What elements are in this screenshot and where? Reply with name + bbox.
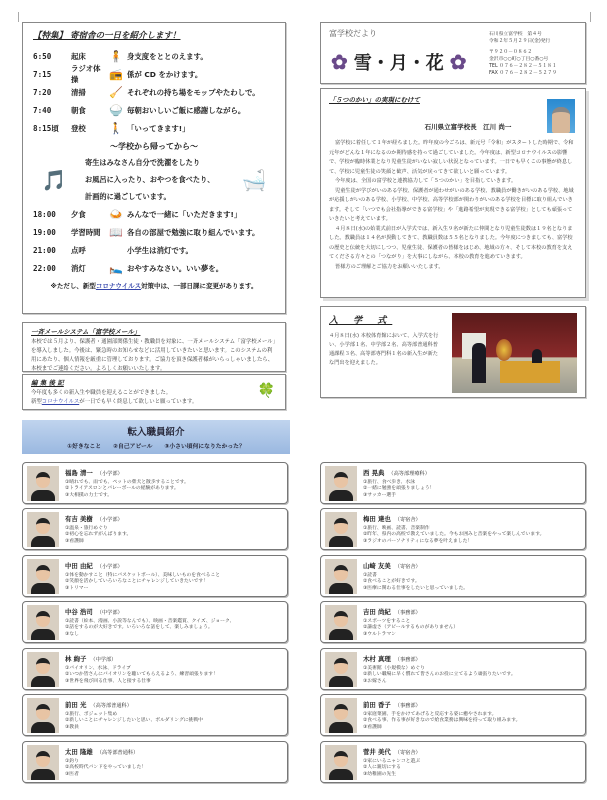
staff-card — [22, 462, 288, 504]
greeting-paragraph: 皆様方のご理解とご協力をお願いいたします。 — [335, 263, 444, 270]
schedule-row — [33, 65, 275, 83]
staff-photo — [325, 698, 357, 733]
newsletter-masthead — [320, 22, 586, 84]
entrance-body: ４月８日(水) 本校体育館において、入学式を行い、小学部１名、中学部２名、高等部普通科普通課程３名、高等部専門科１名の新入生が新たな門出を迎えました。 — [329, 333, 439, 366]
answer-line: ③ウルトラマン — [363, 631, 396, 637]
staff-card — [320, 462, 586, 504]
staff-card — [22, 648, 288, 690]
answer-line: ①温泉・旅行めぐり — [65, 526, 108, 531]
staff-name: 西 晃典 — [363, 469, 385, 477]
schedule-row — [33, 205, 275, 223]
text-line: 寄生はみなさん自分で洗濯をしたり — [85, 158, 201, 167]
staff-photo — [27, 466, 59, 501]
staff-name-line — [65, 747, 138, 756]
staff-intro-header — [22, 420, 290, 454]
event: 消灯 — [71, 263, 86, 273]
staff-name-line — [65, 607, 123, 616]
staff-card — [320, 741, 586, 783]
schedule-row — [33, 83, 275, 101]
staff-dept: （高等部普通科） — [90, 703, 132, 709]
answer-line: ③大相撲の力士です。 — [65, 492, 113, 498]
answer-line: ②食べる事、作る事が好きなので給食業務は興味を持って取り組みます。 — [363, 718, 521, 724]
answer-line: ②笑顔を活かしていろいろなことにチャレンジしていきたいです！ — [65, 579, 209, 585]
staff-answers — [363, 666, 516, 685]
staff-name-line — [363, 747, 421, 756]
staff-name: 福島 清一 — [65, 469, 93, 477]
time: 7:40 — [33, 105, 52, 115]
event: 点呼 — [71, 245, 86, 255]
staff-photo — [325, 512, 357, 547]
staff-name-line — [65, 561, 123, 570]
answer-line: ③世界を飛び回る仕事、人と接する仕事 — [65, 678, 151, 684]
schedule-row — [33, 47, 275, 65]
answer-line: ①釣り — [65, 759, 79, 764]
staff-answers — [363, 480, 434, 499]
staff-name-line — [65, 654, 116, 663]
answer-line: ①バイオリン、水泳、ドライブ — [65, 666, 131, 671]
greeting-paragraph: 児童生徒が学びがいのある学校、保護者が通わせがいのある学校、教職員が働きがいのある学校、地域が応援しがいのある学校、小学校、中学校、高等学校部が関わりがいのある学校を目標に取り組んでいきます。そして「いつでも会社指導ができる富学校」や「進路希望が実現できる富学校」としても頑張っていきたいと考えています。 — [329, 187, 574, 222]
description: 各自の部屋で勉強に取り組んでいます。 — [127, 227, 260, 237]
staff-name: 山崎 友美 — [363, 562, 391, 570]
answer-line: ②新しい職場に早く慣れて皆さんのお役に立てるよう頑張りたいです。 — [363, 672, 516, 678]
staff-name: 中谷 浩司 — [65, 608, 93, 616]
greeting-paragraph: 今年度は、全国の富学校と連携協力して「５つのかい」を目指していきます。 — [335, 178, 517, 184]
staff-card — [22, 601, 288, 643]
answer-line: ③お嫁さん — [363, 678, 387, 684]
editors-note-title: 編 集 後 記 — [31, 379, 64, 387]
description: 毎朝おいしいご飯に感謝しながら。 — [127, 105, 246, 115]
staff-answers — [65, 573, 220, 592]
time: 19:00 — [33, 227, 56, 237]
staff-photo — [27, 512, 59, 547]
principal-photo — [547, 99, 575, 133]
greeting-title: 「５つのかい」の実現にむけて — [329, 96, 420, 104]
newsletter-title: 雪・月・花 — [353, 53, 444, 74]
mop-icon: 🧹 — [109, 85, 123, 99]
answer-line: ①家にいるニャンコと遊ぶ — [363, 759, 421, 764]
answer-line: ③医療に関わる仕事をしたいと思っていました。 — [363, 585, 469, 591]
staff-dept: （中学部） — [90, 657, 117, 663]
staff-name-line — [363, 514, 421, 523]
staff-card — [22, 508, 288, 550]
staff-card — [320, 648, 586, 690]
staff-dept: （小学部） — [96, 564, 123, 570]
entrance-title: 入 学 式 — [329, 316, 393, 326]
staff-name-line — [363, 607, 421, 616]
staff-photo — [27, 652, 59, 687]
greeting-paragraph: 富学校に着任して１年が経ちました。昨年度の今ごろは、新元号「令和」がスタートした時期で、令和元年がどんな１年になるのか期待感を持って過ごしていました。今年度は、新型コロナウイルスの影響で、学校が臨時休業となり児童生徒がいない寂しい状況となっています。一日でも早くこの事態が終息して、学校に児童生徒の笑顔と歓声、活気が戻ってきて欲しいと願っています。 — [329, 140, 574, 175]
staff-answers — [363, 573, 468, 592]
schedule-row — [33, 223, 275, 241]
schedule-title: 【特集】 寄宿舎の一日を紹介します！ — [33, 31, 181, 41]
address-block: 〒９２０－０８６２ 金沢市○○町○丁目○番○号 TEL ０７６－２８２－５１８１ FAX ０７６－２８２－５２７９ — [489, 50, 557, 76]
event: 夕食 — [71, 209, 86, 219]
clover-icon: 🍀 — [257, 383, 275, 399]
answer-line: ③幼稚園の先生 — [363, 771, 397, 777]
staff-dept: （事務部） — [394, 703, 421, 709]
time: 6:50 — [33, 51, 52, 61]
answer-line: ③教員 — [65, 724, 79, 730]
answer-line: ①読書 — [363, 573, 377, 578]
staff-card — [320, 601, 586, 643]
staff-answers — [65, 480, 189, 499]
staff-name: 林 絢子 — [65, 655, 87, 663]
answer-line: ②いつか皆さんにバイオリンを聴いてもらえるよう、練習頑張ります！ — [65, 672, 218, 678]
staff-dept: （寄宿舎） — [394, 517, 421, 523]
event: 清掃 — [71, 87, 86, 97]
editors-note-line: 新型コロナウイルスが一日でも早く終息して欲しいと願っています。 — [31, 399, 198, 405]
staff-dept: （寄宿舎） — [394, 564, 421, 570]
staff-intro-title: 転入職員紹介 — [127, 427, 185, 438]
staff-name: 木村 真理 — [363, 655, 391, 663]
editors-note-line: 今年度も多くの新入生や職員を迎えることができました。 — [31, 390, 172, 396]
after-school-section — [33, 154, 275, 205]
answer-line: ①家庭菜園、手をかけてあげると反応する姿に癒やされます。 — [363, 712, 497, 717]
staff-dept: （中学部） — [96, 610, 123, 616]
staff-name-line — [65, 468, 123, 477]
staff-name-line — [363, 561, 421, 570]
staff-dept: （小学部） — [96, 517, 123, 523]
answer-line: ③トリマー — [65, 585, 89, 591]
staff-name-line — [363, 468, 430, 477]
staff-photo — [325, 652, 357, 687]
staff-card — [320, 694, 586, 736]
issue-date: 令和２年５月２９日(金)発行 — [489, 39, 551, 44]
answer-line: ③医者 — [65, 771, 79, 777]
staff-photo — [325, 745, 357, 780]
description: みんなで一緒に「いただきます!」 — [127, 209, 242, 219]
answer-line: ②初心を忘れずがんばります。 — [65, 532, 132, 538]
text-line: お風呂に入ったり、おやつを食べたり、 — [85, 175, 215, 184]
answer-line: ①旅行、ポジェット集め — [65, 712, 118, 717]
staff-answers — [363, 526, 544, 545]
description: 小学生は消灯です。 — [127, 245, 193, 255]
mail-title: 一斉メールシステム「富学校メール」 — [31, 328, 141, 336]
description: 身支度をととのえます。 — [127, 51, 208, 61]
answer-line: ②謙虚さ（アピールするものがありません） — [363, 625, 459, 631]
staff-name: 有吉 美樹 — [65, 515, 93, 523]
schedule-row — [33, 259, 275, 277]
after-school-text — [75, 154, 233, 205]
staff-name: 太田 隆雄 — [65, 748, 93, 756]
student-walking-icon: 🚶 — [109, 121, 123, 135]
answer-line: ①晴れでも、雨でも、ペットの柴犬と散歩することです。 — [65, 480, 189, 485]
staff-answers — [363, 619, 458, 638]
staff-name: 前田 光 — [65, 701, 87, 709]
schedule-note: ※ただし、新型コロナウイルス対策中は、一部日課に変更があります。 — [50, 282, 258, 290]
school-issue: 石川県立富学校 第４号 — [489, 32, 542, 37]
staff-name: 吉田 尚紀 — [363, 608, 391, 616]
answer-line: ②新しいことにチャレンジしたいと思い、ボルダリングに挑戦中 — [65, 718, 203, 724]
text-line: 計画的に過ごしています。 — [85, 192, 171, 201]
staff-dept: （小学部） — [96, 471, 123, 477]
answer-line: ①旅行、食べ歩き、水泳 — [363, 480, 416, 485]
staff-card — [22, 694, 288, 736]
answer-line: ①体を動かすこと（特にバスケットボール）、美味しいものを食べること — [65, 573, 221, 578]
rice-bowl-icon: 🍚 — [109, 103, 123, 117]
staff-name: 菅井 美代 — [363, 748, 391, 756]
staff-answers — [363, 712, 520, 731]
after-school-title: ～学校から帰ってから～ — [110, 142, 198, 151]
staff-name-line — [65, 700, 132, 709]
entrance-ceremony-box — [320, 306, 586, 398]
staff-photo — [27, 698, 59, 733]
principal-greeting-box — [320, 88, 586, 298]
event: 起床 — [71, 51, 86, 61]
event: 登校 — [71, 123, 86, 133]
staff-answers — [65, 712, 203, 731]
description: おやすみなさい。いい夢を。 — [127, 263, 224, 273]
description: それぞれの持ち場をモップやたわしで。 — [127, 87, 260, 97]
dormitory-schedule-box — [22, 22, 286, 314]
answer-line: ③看護師 — [65, 538, 84, 544]
crop-mark — [590, 12, 600, 22]
answer-line: ②人に親切にする — [363, 765, 401, 771]
mail-body: 本校では５月より、保護者・通園部関係生徒・教職員を対象に、一斉メールシステム「富学校メール」を導入しました。今後は、緊急時のお知らせなどに活用していきたいと思います。このシステムの利用にあたり、個人情報を厳重に管理しております。ご協力を頂き保護者様がいらっしゃいましたら、本校までご連絡ください。よろしくお願いいたします。 — [31, 339, 276, 372]
answer-line: ①読書（絵本、漫画、小説等なんでも）、映画・音楽鑑賞、クイズ、ジョーク、 — [65, 619, 235, 624]
staff-answers — [65, 526, 131, 545]
staff-card — [320, 555, 586, 597]
answer-line: ②高校時代バンドをやっていました！ — [65, 765, 147, 771]
staff-photo — [325, 559, 357, 594]
sleeping-icon: 🛌 — [109, 261, 123, 275]
answer-line: ③看護師 — [363, 724, 382, 730]
schedule-row — [33, 101, 275, 119]
answer-line: ③サッカー選手 — [363, 492, 396, 498]
time: 8:15頃 — [33, 123, 59, 133]
morning-schedule — [33, 47, 275, 137]
answer-line: ②昨年、県内の高校で教えていました。今もお囲みと音楽をやって楽しんでいます。 — [363, 532, 545, 538]
staff-questions: ①好きなこと ②自己アピール ③小さい頃何になりたかった？ — [67, 444, 245, 450]
newsletter-title-row — [331, 49, 467, 75]
answer-line: ①スポーツをすること — [363, 619, 411, 624]
schedule-row — [33, 241, 275, 259]
schedule-row — [33, 119, 275, 137]
bath-icon: 🛁 — [241, 167, 267, 192]
mail-system-box — [22, 322, 286, 372]
covid-link[interactable]: コロナウイルス — [95, 282, 141, 290]
staff-photo — [325, 605, 357, 640]
staff-dept: （事務部） — [394, 610, 421, 616]
staff-card — [22, 555, 288, 597]
event: 朝食 — [71, 105, 86, 115]
staff-answers — [65, 666, 218, 685]
time: 7:15 — [33, 69, 52, 79]
staff-dept: （高等部普通科） — [96, 750, 139, 756]
staff-answers — [65, 759, 146, 778]
staff-name: 梅田 達也 — [363, 515, 391, 523]
event: ラジオ体操 — [71, 64, 101, 84]
flower-icon: ✿ — [331, 50, 348, 74]
evening-schedule — [33, 205, 275, 277]
staff-photo — [27, 605, 59, 640]
radio-icon: 📻 — [109, 67, 123, 81]
dinner-icon: 🍛 — [109, 207, 123, 221]
ceremony-photo — [452, 313, 577, 393]
staff-photo — [27, 559, 59, 594]
principal-signature: 石川県立富学校長 江川 尚一 — [424, 123, 512, 131]
staff-name: 前田 香子 — [363, 701, 391, 709]
staff-name-line — [65, 514, 123, 523]
answer-line: ③なし — [65, 631, 79, 637]
staff-name: 中田 由紀 — [65, 562, 93, 570]
description: 係が CD をかけます。 — [127, 69, 203, 79]
time: 18:00 — [33, 209, 56, 219]
staff-answers — [363, 759, 420, 778]
time: 7:20 — [33, 87, 52, 97]
staff-photo — [325, 466, 357, 501]
answer-line: ②一緒に勉強を頑張りましょう！ — [363, 486, 435, 492]
staff-dept: （事務部） — [394, 657, 421, 663]
greeting-paragraph: ４月８日(水)の始業式前日が入学式では、新入生９名が新たに仲間となり児童生徒数は１９名となりました。教職員は１４名が異動してきて、教職員数は５５名となりました。今年度につきましても、富学校の歴史と伝統を大切にしつつ、児童生徒、保護者の皆様をはじめ、地域の方々、そして本校の教育を支えてくださる方々との「つながり」を大事にしながら、本校の教育を進めていきます。 — [329, 225, 573, 260]
time: 22:00 — [33, 263, 56, 273]
crop-mark — [18, 12, 28, 22]
staff-photo — [27, 745, 59, 780]
answer-line: ③ラジオのパーソナリティになる夢を叶えました！ — [363, 538, 473, 544]
description: 「いってきます!」 — [127, 123, 190, 133]
answer-line: ②トライアスロンとバレーボールの経験があります。 — [65, 486, 179, 492]
event: 学習時間 — [71, 227, 101, 237]
staff-answers — [65, 619, 234, 638]
issue-info — [489, 31, 577, 77]
person-waking-icon: 🧍 — [109, 49, 123, 63]
time: 21:00 — [33, 245, 56, 255]
answer-line: ②話をするのが大好きです。いろいろな話をして、楽しみましょう。 — [65, 625, 213, 631]
staff-name-line — [363, 700, 421, 709]
answer-line: ①美術館（小規模な）めぐり — [363, 666, 425, 671]
answer-line: ①旅行、映画、読書、音楽制作 — [363, 526, 430, 531]
staff-dept: （高等部理療科） — [388, 471, 430, 477]
staff-card — [320, 508, 586, 550]
covid-link[interactable]: コロナウイルス — [41, 399, 80, 405]
staff-dept: （寄宿舎） — [394, 750, 421, 756]
staff-card — [22, 741, 288, 783]
answer-line: ②食べることが好きです。 — [363, 579, 420, 585]
newsletter-subtitle: 富学校だより — [329, 29, 377, 38]
studying-icon: 📖 — [109, 225, 123, 239]
flower-icon: ✿ — [449, 50, 467, 74]
laundry-music-icon: 🎵 — [41, 167, 67, 192]
editors-note-box — [22, 374, 286, 410]
staff-name-line — [363, 654, 421, 663]
